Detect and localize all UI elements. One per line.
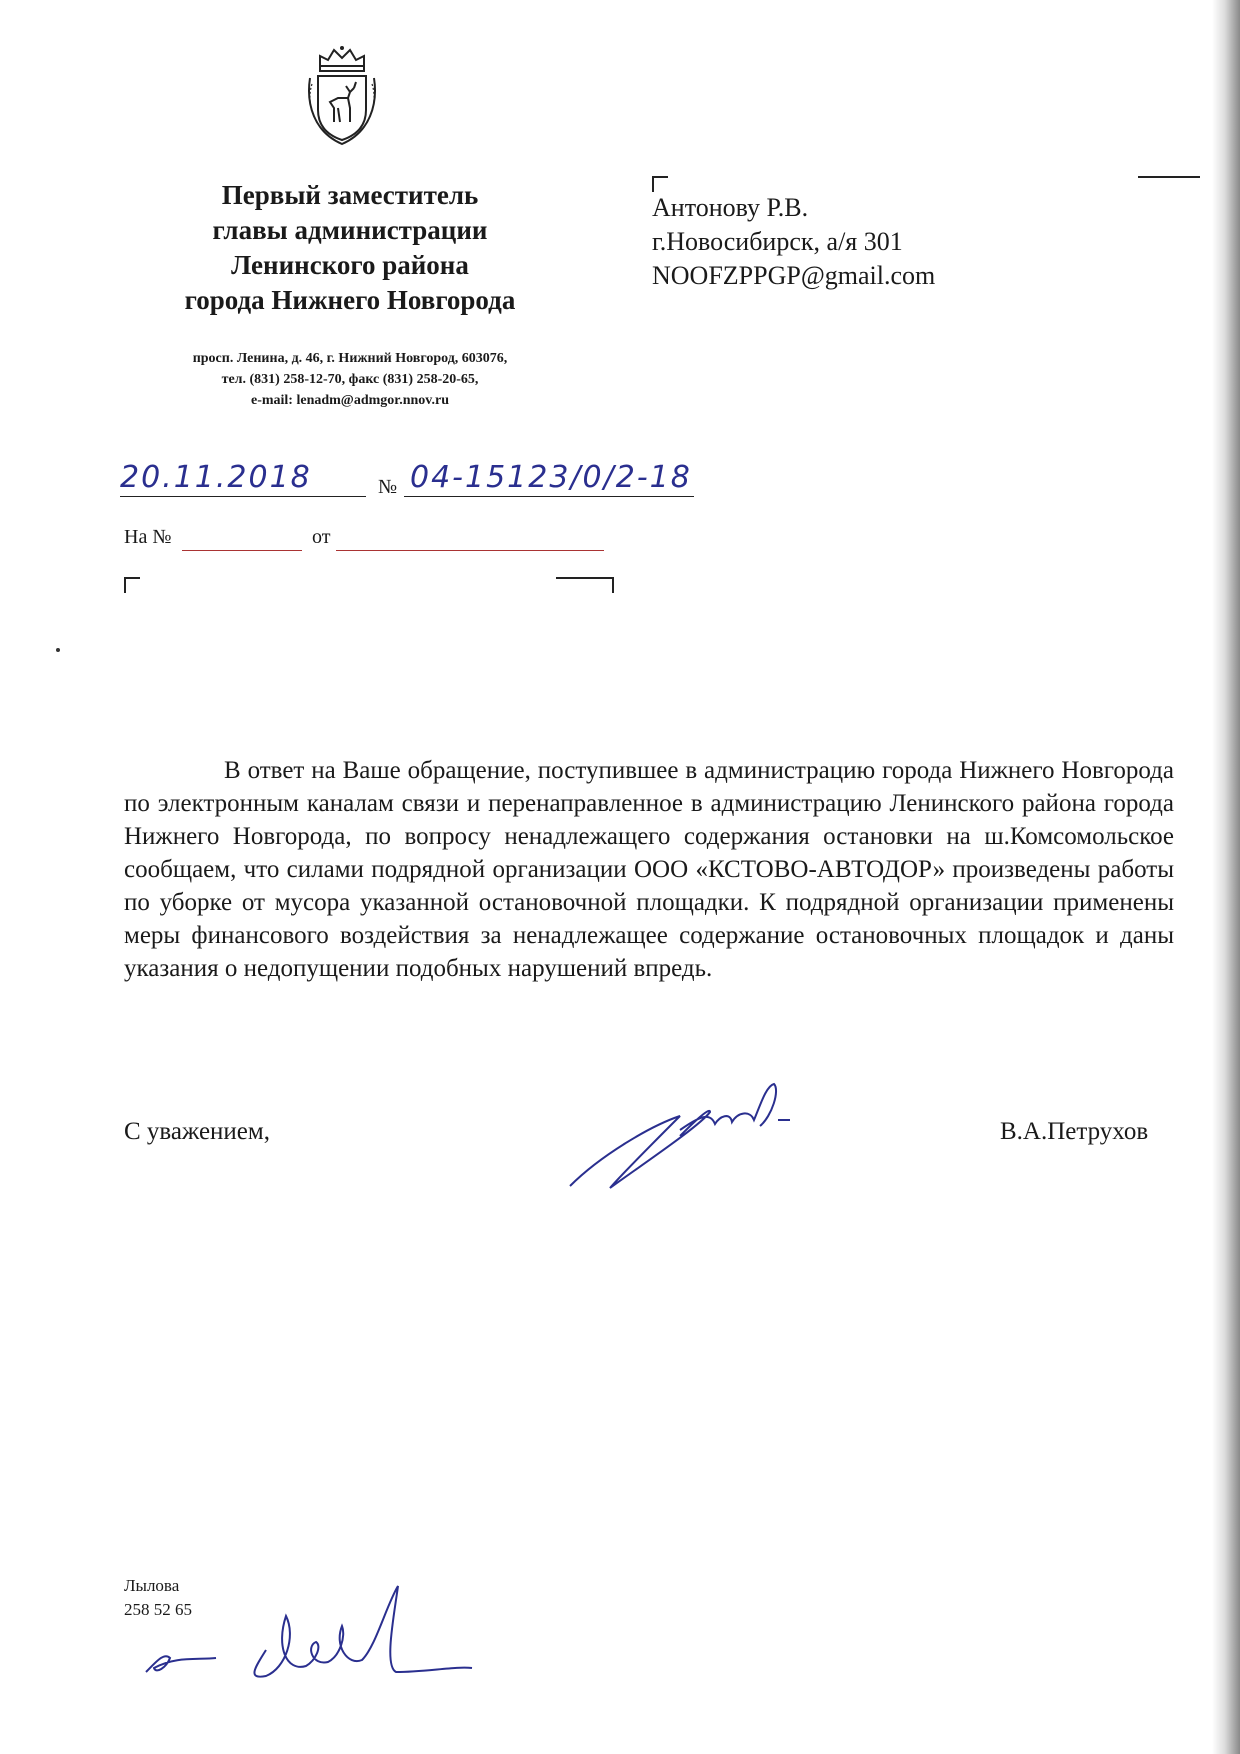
signer-name: В.А.Петрухов — [1000, 1118, 1149, 1145]
org-address-line: просп. Ленина, д. 46, г. Нижний Новгород, 603076, — [192, 351, 508, 366]
from-label: от — [312, 526, 331, 548]
edge-dash — [1138, 176, 1200, 178]
recipient-block — [652, 191, 1072, 293]
coat-of-arms-icon — [304, 44, 380, 148]
date-underline — [120, 496, 366, 497]
executor-signature-icon — [136, 1576, 476, 1686]
reply-to-label: На № — [124, 526, 172, 548]
org-address-line: e-mail: lenadm@admgor.nnov.ru — [250, 393, 450, 408]
recipient-corner-mark — [652, 176, 668, 192]
org-title — [120, 178, 580, 318]
org-title-line: города Нижнего Новгорода — [184, 285, 516, 315]
reply-date-underline — [336, 550, 604, 551]
number-underline — [404, 496, 694, 497]
number-sign: № — [378, 476, 398, 498]
signature-icon — [560, 1076, 830, 1206]
org-title-line: главы администрации — [212, 215, 488, 245]
handwritten-date: 20.11.2018 — [120, 460, 312, 495]
handwritten-number: 04-15123/0/2-18 — [410, 460, 692, 495]
letter-body: В ответ на Ваше обращение, поступившее в администрацию города Нижнего Новгорода по электронным каналам связи и перенаправленное в администрацию Ленинского района города Нижнего Новгорода, по вопросу ненадлежащего содержания остановки на ш.Комсомольское сообщаем, что силами подрядной организации ООО «КСТОВО-АВТОДОР» произведены работы по уборке от мусора указанной остановочной площадки. К подрядной организации применены меры финансового воздействия за ненадлежащее содержание остановочных площадок и даны указания о недопущении подобных нарушений впредь. — [124, 757, 1174, 982]
recipient-name: Антонову Р.В. — [652, 193, 809, 222]
org-address-line: тел. (831) 258-12-70, факс (831) 258-20-65, — [221, 372, 479, 387]
subject-corner-left — [124, 577, 140, 593]
salutation: С уважением, — [124, 1118, 270, 1145]
subject-corner-right — [556, 577, 614, 593]
org-title-line: Первый заместитель — [221, 180, 479, 210]
recipient-email: NOOFZPPGP@gmail.com — [652, 261, 936, 290]
executor-name: Лылова — [124, 1576, 180, 1595]
org-title-line: Ленинского района — [231, 250, 469, 280]
executor-phone: 258 52 65 — [124, 1600, 192, 1619]
reply-number-underline — [182, 550, 302, 551]
org-address — [120, 348, 580, 411]
scan-speck — [56, 648, 60, 652]
scan-edge-shadow — [1212, 0, 1240, 1754]
recipient-address: г.Новосибирск, а/я 301 — [652, 227, 903, 256]
